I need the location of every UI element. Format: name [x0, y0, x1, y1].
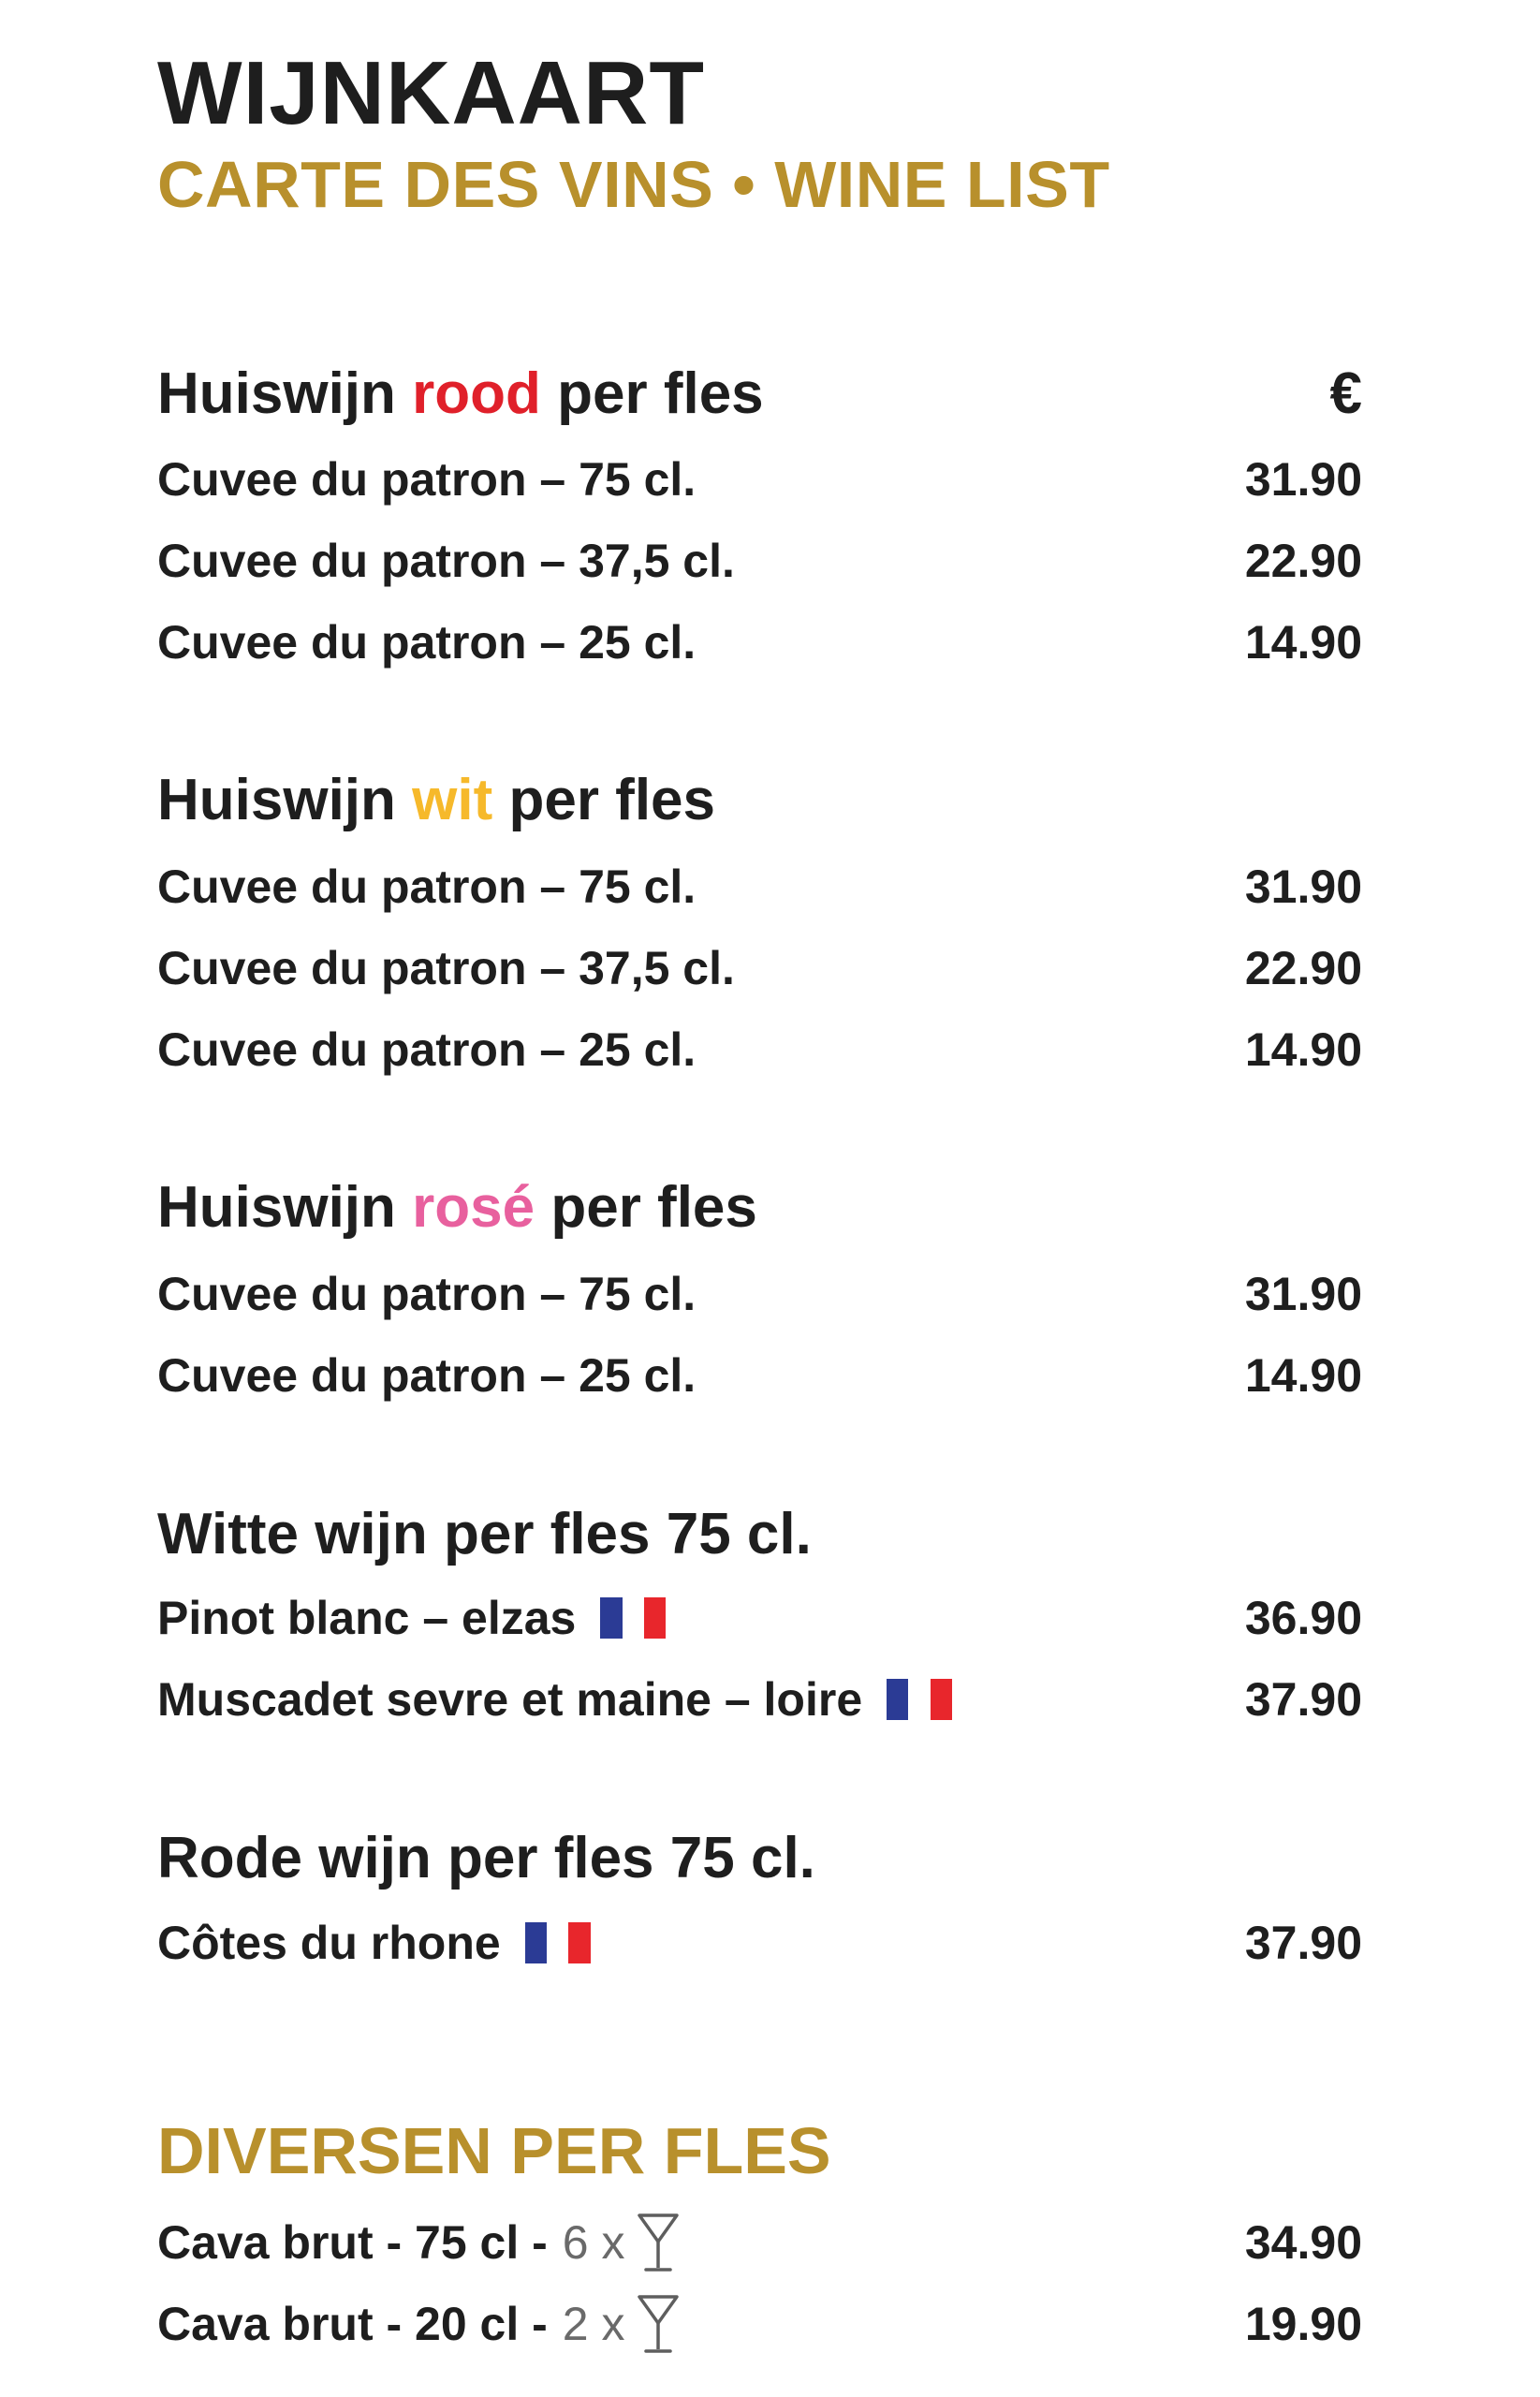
page-title: WIJNKAART	[157, 43, 705, 143]
section-heading-white-wine: Witte wijn per fles 75 cl.	[157, 1502, 812, 1566]
item-name: Cuvee du patron – 75 cl.	[157, 1268, 697, 1320]
item-price: 31.90	[1244, 453, 1362, 506]
item-price: 31.90	[1244, 1268, 1362, 1320]
item-price: 22.90	[1244, 535, 1362, 587]
menu-item	[157, 940, 1362, 996]
currency-symbol: €	[1329, 361, 1362, 426]
item-price: 37.90	[1244, 1673, 1362, 1726]
heading-text: per fles	[540, 361, 764, 426]
section-heading-red-wine: Rode wijn per fles 75 cl.	[157, 1826, 815, 1890]
france-flag-icon	[887, 1679, 952, 1720]
menu-item	[157, 2210, 1362, 2275]
france-flag-icon	[600, 1597, 666, 1639]
heading-text: per fles	[535, 1175, 757, 1240]
item-name-with-glass	[157, 2210, 680, 2275]
item-name-with-flag	[157, 1915, 591, 1971]
item-name: Côtes du rhone	[157, 1917, 501, 1969]
item-price: 22.90	[1244, 942, 1362, 994]
item-price: 34.90	[1244, 2216, 1362, 2269]
item-name: Cuvee du patron – 75 cl.	[157, 860, 697, 913]
section-heading-house-red	[157, 361, 764, 426]
glass-quantity: 6 x	[562, 2216, 625, 2269]
item-name-with-flag	[157, 1671, 952, 1728]
heading-accent-red: rood	[412, 361, 541, 426]
item-price: 14.90	[1244, 616, 1362, 669]
heading-accent-white: wit	[412, 768, 493, 832]
item-name: Cuvee du patron – 37,5 cl.	[157, 942, 735, 994]
item-price: 14.90	[1244, 1349, 1362, 1402]
item-name: Cuvee du patron – 37,5 cl.	[157, 535, 735, 587]
heading-text: Huiswijn	[157, 361, 413, 426]
item-price: 31.90	[1244, 860, 1362, 913]
section-heading-diversen: DIVERSEN PER FLES	[157, 2114, 831, 2187]
heading-text: per fles	[492, 768, 716, 832]
menu-item	[157, 614, 1362, 670]
item-name: Cuvee du patron – 25 cl.	[157, 1349, 697, 1402]
item-price: 36.90	[1244, 1592, 1362, 1644]
cocktail-glass-icon	[637, 2212, 680, 2273]
menu-item	[157, 859, 1362, 915]
section-heading-house-rose	[157, 1175, 757, 1240]
item-name: Cuvee du patron – 25 cl.	[157, 616, 697, 669]
heading-text: Huiswijn	[157, 1175, 413, 1240]
item-price: 14.90	[1244, 1023, 1362, 1076]
item-name: Cuvee du patron – 25 cl.	[157, 1023, 697, 1076]
item-name-with-glass	[157, 2291, 680, 2357]
item-name: Cava brut - 75 cl -	[157, 2216, 548, 2269]
menu-item	[157, 1915, 1362, 1971]
item-name: Pinot blanc – elzas	[157, 1592, 577, 1644]
menu-item	[157, 1347, 1362, 1404]
france-flag-icon	[525, 1922, 591, 1963]
heading-text: Huiswijn	[157, 768, 413, 832]
item-name-with-flag	[157, 1590, 666, 1646]
item-name: Muscadet sevre et maine – loire	[157, 1673, 863, 1726]
menu-item	[157, 2291, 1362, 2357]
menu-item	[157, 1671, 1362, 1728]
menu-item	[157, 533, 1362, 589]
menu-item	[157, 1266, 1362, 1322]
item-price: 37.90	[1244, 1917, 1362, 1969]
menu-item	[157, 1022, 1362, 1078]
item-price: 19.90	[1244, 2298, 1362, 2350]
menu-item	[157, 451, 1362, 507]
item-name: Cava brut - 20 cl -	[157, 2298, 548, 2350]
cocktail-glass-icon	[637, 2293, 680, 2355]
glass-quantity: 2 x	[562, 2298, 625, 2350]
item-name: Cuvee du patron – 75 cl.	[157, 453, 697, 506]
page-subtitle: CARTE DES VINS • WINE LIST	[157, 148, 1110, 221]
heading-accent-rose: rosé	[412, 1175, 535, 1240]
section-heading-house-white	[157, 768, 716, 832]
menu-item	[157, 1590, 1362, 1646]
